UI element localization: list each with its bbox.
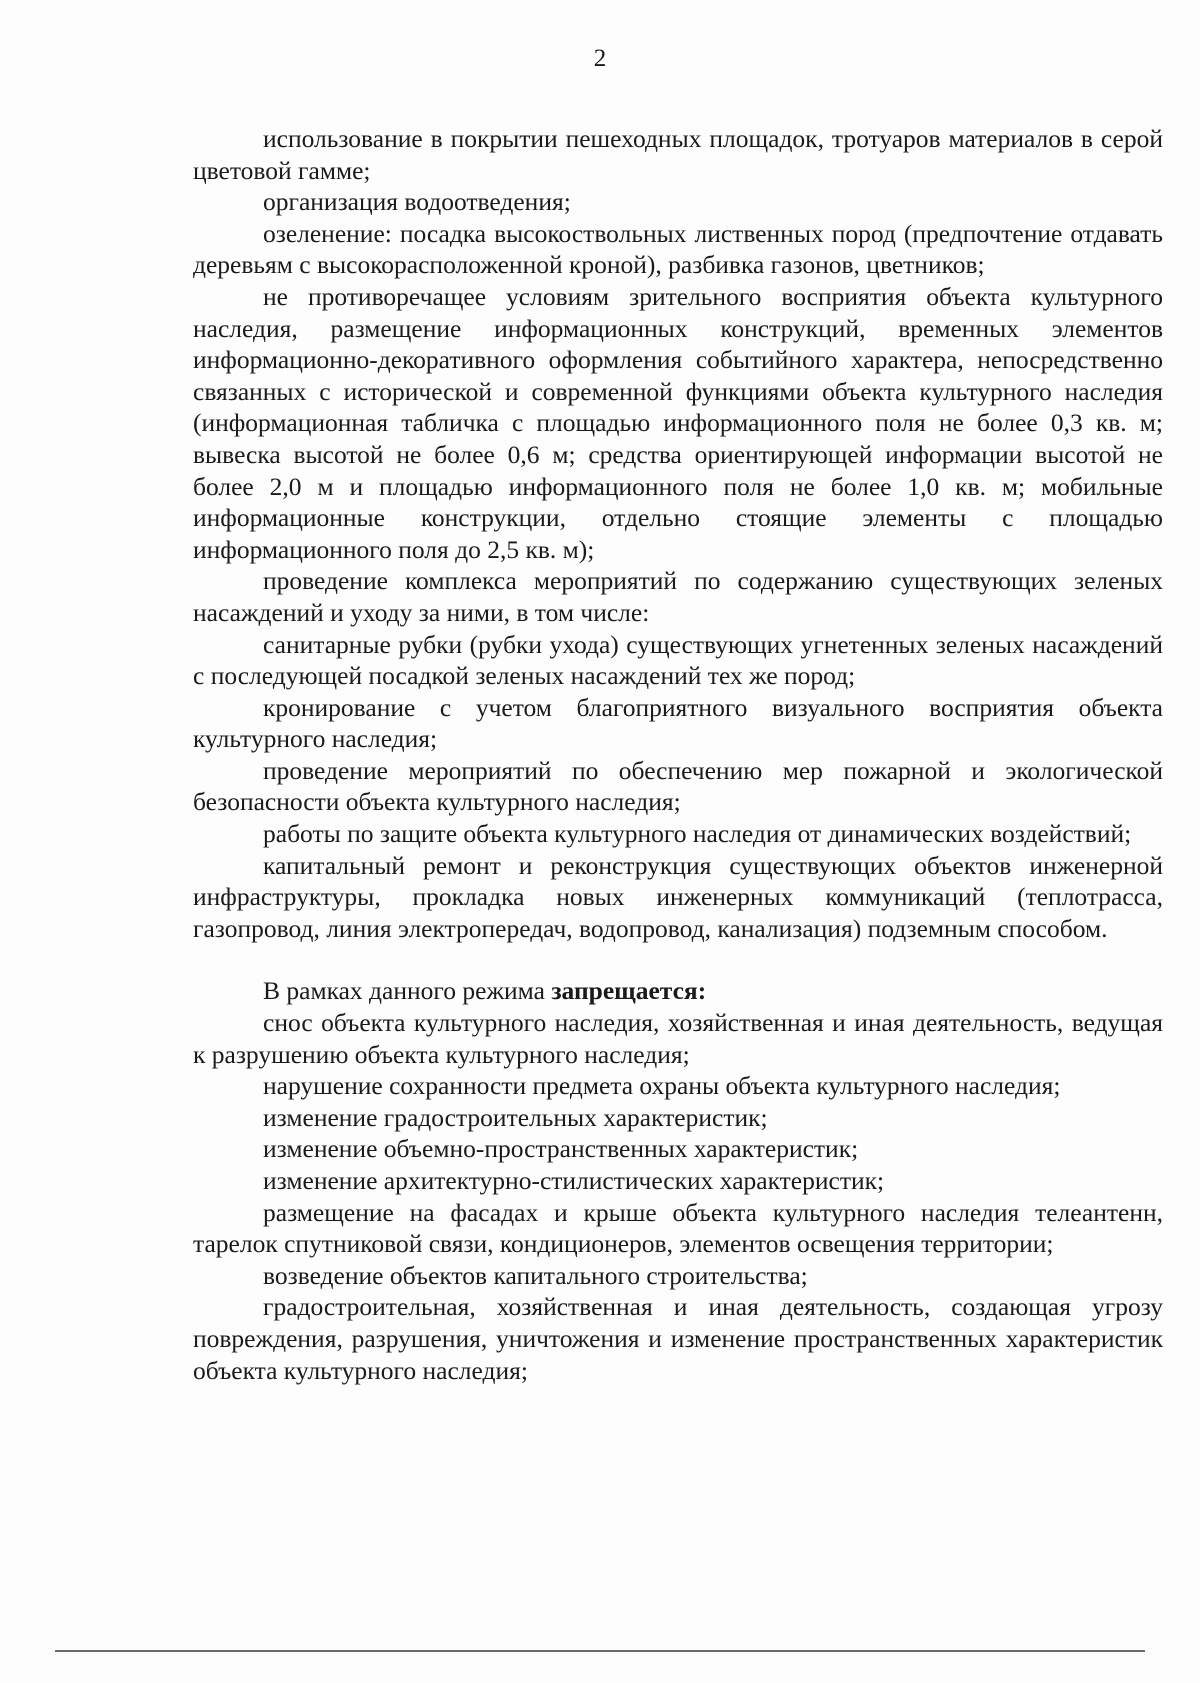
paragraph: проведение мероприятий по обеспечению мер пожарной и экологической безопасности объекта культурного наследия; <box>193 755 1163 817</box>
paragraph: санитарные рубки (рубки ухода) существующих угнетенных зеленых насаждений с последующей посадкой зеленых насаждений тех же пород; <box>193 629 1163 691</box>
restriction-heading-emphasis: запрещается: <box>551 976 707 1006</box>
restriction-item: изменение градостроительных характеристик; <box>263 1102 768 1132</box>
page-number: 2 <box>593 45 607 72</box>
paragraph: организация водоотведения; <box>263 187 571 217</box>
restriction-heading-lead: В рамках данного режима <box>263 976 552 1006</box>
paragraph: капитальный ремонт и реконструкция существующих объектов инженерной инфраструктуры, прокладка новых инженерных коммуникаций (теплотрасса, газопровод, линия электропередач, водопровод, канализация) подземным способом. <box>193 850 1163 943</box>
paragraph: кронирование с учетом благоприятного визуального восприятия объекта культурного наследия; <box>193 692 1163 754</box>
restriction-heading <box>193 975 1163 1007</box>
restriction-item: изменение объемно-пространственных характеристик; <box>263 1134 859 1164</box>
scan-edge-line <box>55 1650 1145 1652</box>
restriction-item: градостроительная, хозяйственная и иная деятельность, создающая угрозу повреждения, разрушения, уничтожения и изменение пространственных характеристик объекта культурного наследия; <box>193 1292 1163 1385</box>
restriction-item: нарушение сохранности предмета охраны объекта культурного наследия; <box>263 1071 1061 1101</box>
restriction-item: снос объекта культурного наследия, хозяйственная и иная деятельность, ведущая к разрушению объекта культурного наследия; <box>193 1008 1163 1069</box>
paragraph: озеленение: посадка высокоствольных лиственных пород (предпочтение отдавать деревьям с высокорасположенной кроной), разбивка газонов, цветников; <box>193 218 1163 280</box>
restriction-item: возведение объектов капитального строительства; <box>263 1260 808 1290</box>
paragraph: использование в покрытии пешеходных площадок, тротуаров материалов в серой цветовой гамме; <box>193 124 1163 185</box>
paragraph: работы по защите объекта культурного наследия от динамических воздействий; <box>263 819 1132 849</box>
document-body <box>193 123 1163 1386</box>
paragraph: проведение комплекса мероприятий по содержанию существующих зеленых насаждений и уходу за ними, в том числе: <box>193 566 1163 627</box>
restriction-item: изменение архитектурно-стилистических характеристик; <box>263 1166 885 1195</box>
restriction-item: размещение на фасадах и крыше объекта культурного наследия телеантенн, тарелок спутниковой связи, кондиционеров, элементов освещения территории; <box>193 1197 1163 1259</box>
paragraph: не противоречащее условиям зрительного восприятия объекта культурного наследия, размещение информационных конструкций, временных элементов информационно-декоративного оформления событийного характера, непосредственно связанных с исторической и современной функциями объекта культурного наследия (информационная табличка с площадью информационного поля не более 0,3 кв. м; вывеска высотой не более 0,6 м; средства ориентирующей информации высотой не более 2,0 м и площадью информационного поля не более 1,0 кв. м; мобильные информационные конструкции, отдельно стоящие элементы с площадью информационного поля до 2,5 кв. м); <box>193 281 1163 564</box>
